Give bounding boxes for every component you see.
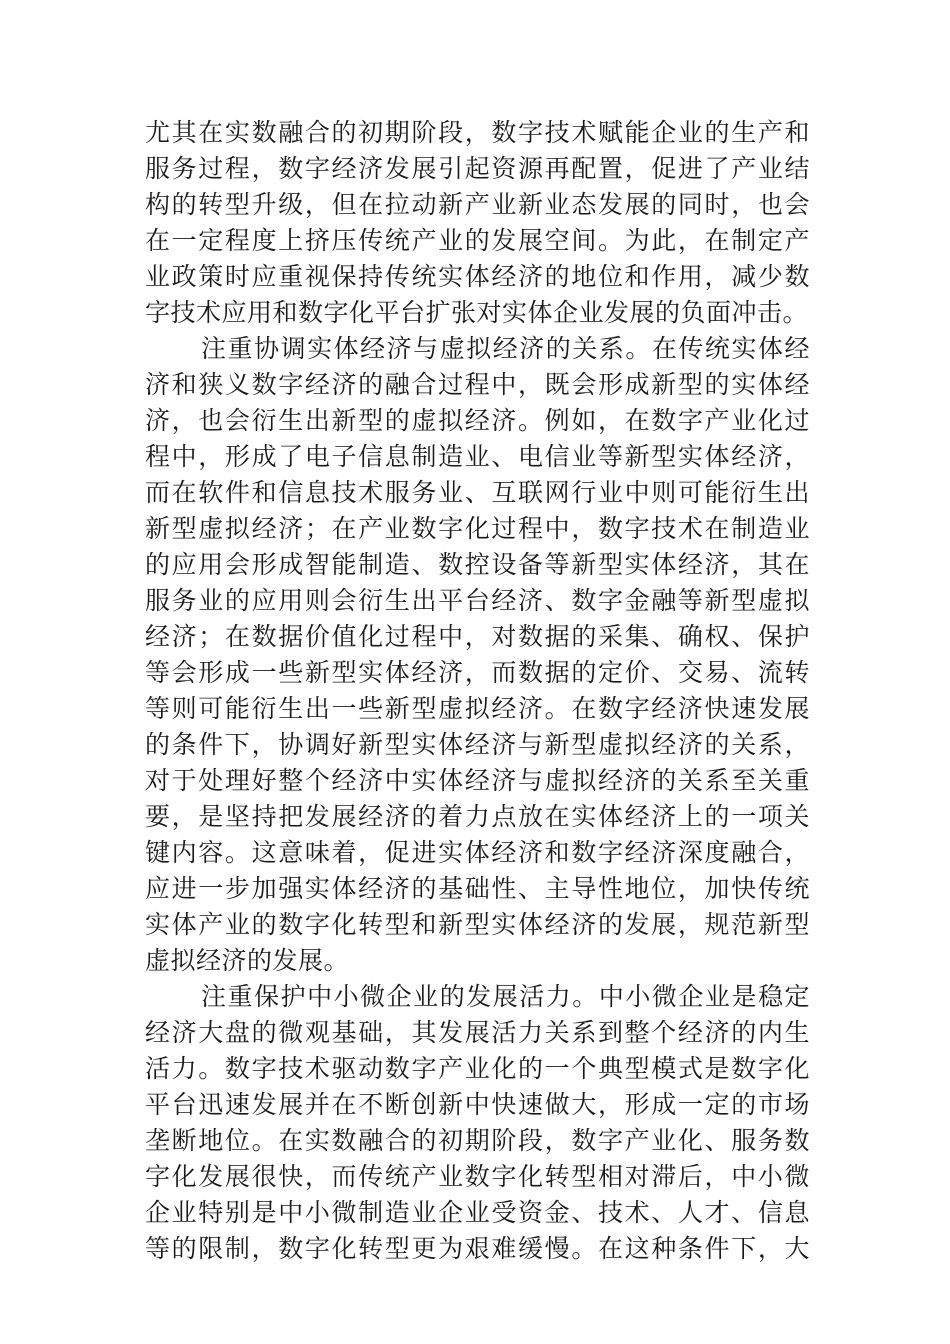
paragraph-3 bbox=[145, 979, 810, 1267]
text-line: 活力。数字技术驱动数字产业化的一个典型模式是数字化 bbox=[145, 1054, 810, 1083]
text-line: 经济大盘的微观基础，其发展活力关系到整个经济的内生 bbox=[145, 1018, 810, 1047]
text-line: 服务业的应用则会衍生出平台经济、数字金融等新型虚拟 bbox=[145, 586, 810, 615]
text-line: 尤其在实数融合的初期阶段，数字技术赋能企业的生产和 bbox=[145, 118, 810, 147]
text-line: 在一定程度上挤压传统产业的发展空间。为此，在制定产 bbox=[145, 226, 810, 255]
text-line: 等则可能衍生出一些新型虚拟经济。在数字经济快速发展 bbox=[145, 694, 810, 723]
text-line: 而在软件和信息技术服务业、互联网行业中则可能衍生出 bbox=[145, 478, 810, 507]
text-line: 字技术应用和数字化平台扩张对实体企业发展的负面冲击。 bbox=[145, 298, 809, 327]
document-body bbox=[145, 115, 810, 1267]
text-line: 新型虚拟经济；在产业数字化过程中，数字技术在制造业 bbox=[145, 514, 810, 543]
text-line: 要，是坚持把发展经济的着力点放在实体经济上的一项关 bbox=[145, 802, 810, 831]
text-line: 等的限制，数字化转型更为艰难缓慢。在这种条件下，大 bbox=[145, 1234, 810, 1263]
text-line: 平台迅速发展并在不断创新中快速做大，形成一定的市场 bbox=[145, 1090, 810, 1119]
text-line: 济和狭义数字经济的融合过程中，既会形成新型的实体经 bbox=[145, 370, 810, 399]
text-line: 的应用会形成智能制造、数控设备等新型实体经济，其在 bbox=[145, 550, 810, 579]
text-line: 企业特别是中小微制造业企业受资金、技术、人才、信息 bbox=[145, 1198, 810, 1227]
text-line: 经济；在数据价值化过程中，对数据的采集、确权、保护 bbox=[145, 622, 810, 651]
text-line: 对于处理好整个经济中实体经济与虚拟经济的关系至关重 bbox=[145, 766, 810, 795]
text-line: 程中，形成了电子信息制造业、电信业等新型实体经济， bbox=[145, 442, 810, 471]
text-line: 键内容。这意味着，促进实体经济和数字经济深度融合， bbox=[145, 838, 810, 867]
text-line: 等会形成一些新型实体经济，而数据的定价、交易、流转 bbox=[145, 658, 810, 687]
text-line: 济，也会衍生出新型的虚拟经济。例如，在数字产业化过 bbox=[145, 406, 810, 435]
text-line: 服务过程，数字经济发展引起资源再配置，促进了产业结 bbox=[145, 154, 810, 183]
text-line: 业政策时应重视保持传统实体经济的地位和作用，减少数 bbox=[145, 262, 810, 291]
paragraph-1 bbox=[145, 115, 810, 331]
text-line: 构的转型升级，但在拉动新产业新业态发展的同时，也会 bbox=[145, 190, 810, 219]
text-line: 的条件下，协调好新型实体经济与新型虚拟经济的关系， bbox=[145, 730, 810, 759]
text-line: 实体产业的数字化转型和新型实体经济的发展，规范新型 bbox=[145, 910, 810, 939]
text-line: 注重保护中小微企业的发展活力。中小微企业是稳定 bbox=[201, 982, 810, 1011]
text-line: 注重协调实体经济与虚拟经济的关系。在传统实体经 bbox=[201, 334, 810, 363]
paragraph-2 bbox=[145, 331, 810, 979]
text-line: 应进一步加强实体经济的基础性、主导性地位，加快传统 bbox=[145, 874, 810, 903]
text-line: 垄断地位。在实数融合的初期阶段，数字产业化、服务数 bbox=[145, 1126, 810, 1155]
text-line: 字化发展很快，而传统产业数字化转型相对滞后，中小微 bbox=[145, 1162, 810, 1191]
text-line: 虚拟经济的发展。 bbox=[145, 946, 350, 975]
